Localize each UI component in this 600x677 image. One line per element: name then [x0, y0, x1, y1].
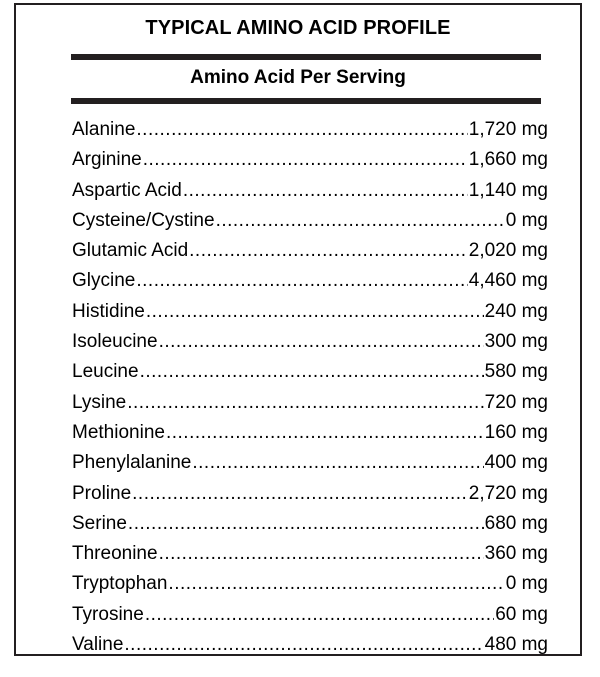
- list-item: [72, 119, 548, 149]
- amino-acid-name: Aspartic Acid: [72, 179, 182, 201]
- amino-acid-name: Threonine: [72, 543, 158, 565]
- amino-acid-name: Valine: [72, 634, 124, 656]
- dot-leader: [124, 634, 483, 656]
- amino-acid-name: Lysine: [72, 391, 127, 413]
- amino-acid-value: 720 mg: [484, 391, 548, 413]
- header-top-rule: [71, 54, 541, 60]
- dot-leader: [216, 210, 505, 232]
- list-item: [72, 634, 548, 664]
- dot-leader: [192, 452, 483, 474]
- dot-leader: [168, 573, 504, 595]
- amino-acid-profile-panel: [14, 3, 582, 656]
- list-item: [72, 180, 548, 210]
- amino-acid-value: 1,720 mg: [468, 119, 548, 140]
- dot-leader: [140, 361, 484, 383]
- amino-acid-value: 580 mg: [484, 361, 548, 383]
- amino-acid-list: [72, 119, 548, 664]
- dot-leader: [136, 270, 467, 292]
- dot-leader: [128, 513, 484, 535]
- list-item: [72, 604, 548, 634]
- list-item: [72, 210, 548, 240]
- amino-acid-name: Alanine: [72, 119, 136, 140]
- amino-acid-value: 2,020 mg: [468, 240, 548, 262]
- list-item: [72, 361, 548, 391]
- amino-acid-name: Glutamic Acid: [72, 240, 189, 262]
- amino-acid-value: 680 mg: [484, 512, 548, 534]
- dot-leader: [143, 149, 468, 171]
- list-item: [72, 452, 548, 482]
- amino-acid-value: 60 mg: [495, 603, 548, 625]
- dot-leader: [159, 543, 484, 565]
- list-item: [72, 270, 548, 300]
- amino-acid-name: Leucine: [72, 361, 139, 383]
- list-item: [72, 543, 548, 573]
- dot-leader: [136, 119, 467, 141]
- dot-leader: [146, 301, 484, 323]
- amino-acid-name: Glycine: [72, 270, 136, 292]
- amino-acid-name: Tyrosine: [72, 603, 144, 625]
- list-item: [72, 240, 548, 270]
- amino-acid-value: 300 mg: [484, 331, 548, 353]
- amino-acid-value: 400 mg: [484, 452, 548, 474]
- amino-acid-value: 2,720 mg: [468, 482, 548, 504]
- amino-acid-value: 4,460 mg: [468, 270, 548, 292]
- list-item: [72, 392, 548, 422]
- dot-leader: [132, 483, 468, 505]
- amino-acid-value: 0 mg: [505, 209, 548, 231]
- dot-leader: [189, 240, 468, 262]
- list-item: [72, 331, 548, 361]
- dot-leader: [145, 604, 494, 626]
- amino-acid-name: Serine: [72, 512, 127, 534]
- dot-leader: [127, 392, 483, 414]
- amino-acid-value: 0 mg: [505, 573, 548, 595]
- amino-acid-name: Arginine: [72, 149, 142, 171]
- amino-acid-value: 240 mg: [484, 300, 548, 322]
- amino-acid-name: Tryptophan: [72, 573, 168, 595]
- dot-leader: [166, 422, 484, 444]
- amino-acid-value: 360 mg: [484, 543, 548, 565]
- amino-acid-name: Proline: [72, 482, 132, 504]
- dot-leader: [159, 331, 484, 353]
- list-item: [72, 422, 548, 452]
- amino-acid-value: 480 mg: [484, 634, 548, 656]
- amino-acid-name: Phenylalanine: [72, 452, 192, 474]
- list-item: [72, 149, 548, 179]
- amino-acid-name: Cysteine/Cystine: [72, 209, 215, 231]
- list-item: [72, 573, 548, 603]
- amino-acid-name: Isoleucine: [72, 331, 158, 353]
- list-item: [72, 301, 548, 331]
- amino-acid-name: Methionine: [72, 421, 165, 443]
- header-bottom-rule: [71, 98, 541, 104]
- amino-acid-value: 160 mg: [484, 421, 548, 443]
- amino-acid-value: 1,660 mg: [468, 149, 548, 171]
- panel-title: TYPICAL AMINO ACID PROFILE: [145, 17, 451, 39]
- panel-subtitle: Amino Acid Per Serving: [190, 67, 406, 88]
- list-item: [72, 483, 548, 513]
- amino-acid-name: Histidine: [72, 300, 145, 322]
- dot-leader: [183, 180, 468, 202]
- list-item: [72, 513, 548, 543]
- amino-acid-value: 1,140 mg: [468, 179, 548, 201]
